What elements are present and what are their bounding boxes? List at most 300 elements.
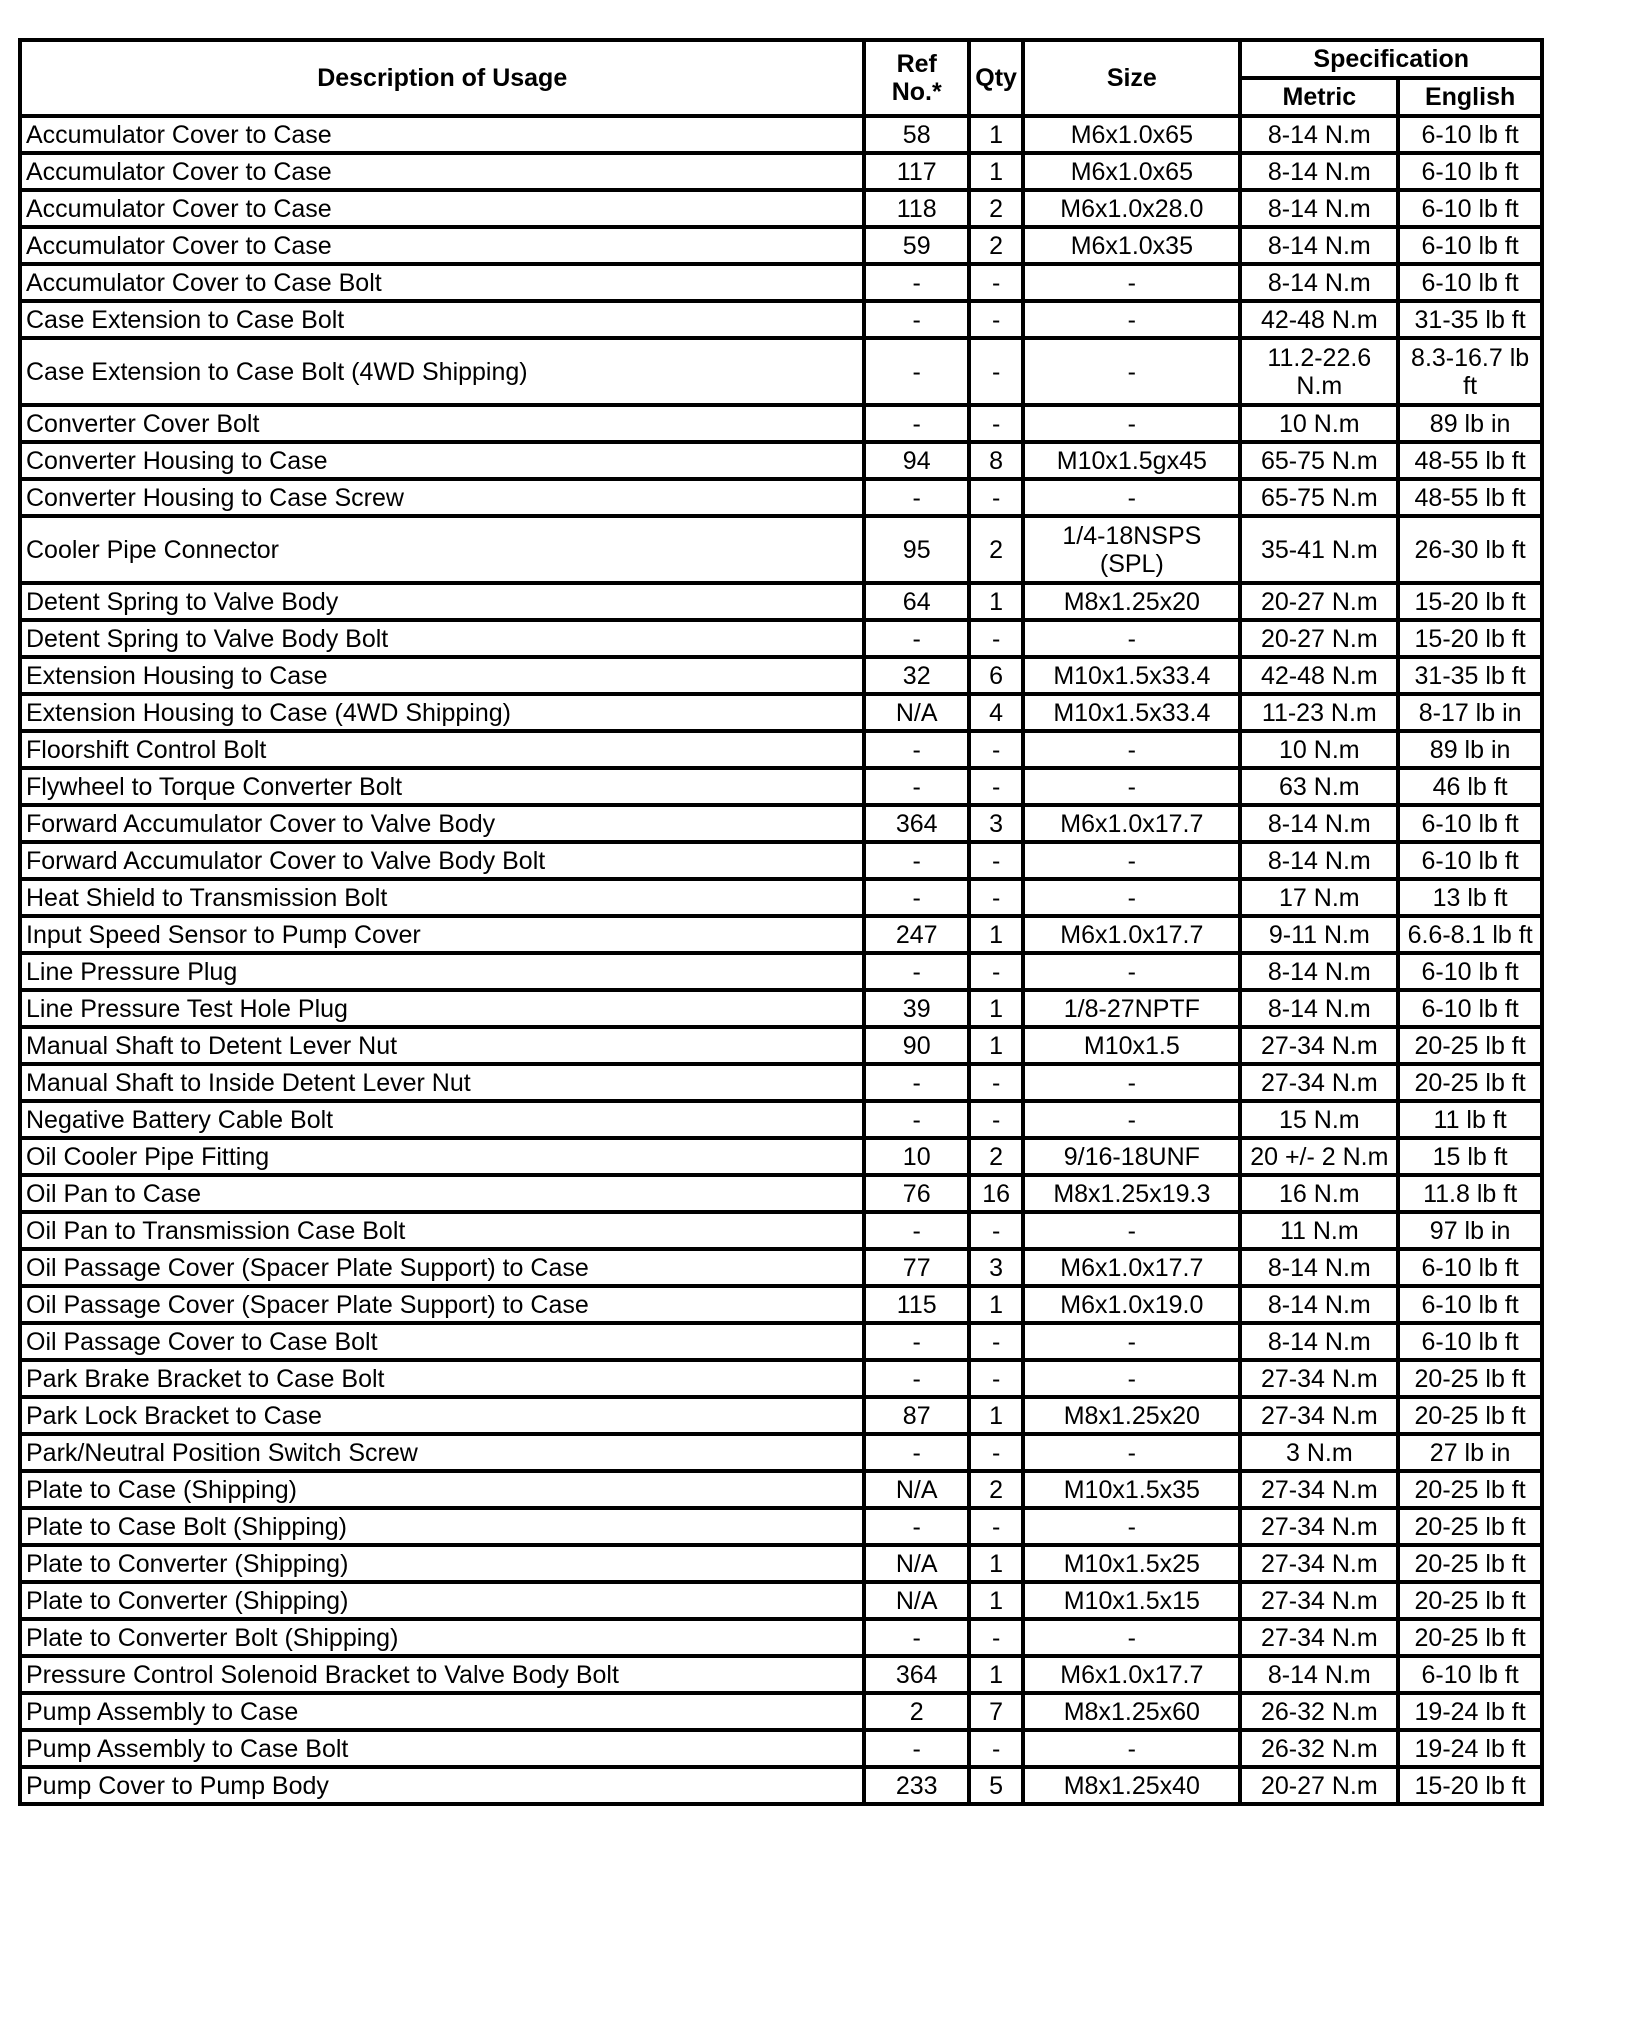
cell-size: -	[1023, 1619, 1240, 1656]
cell-qty: 16	[969, 1175, 1023, 1212]
cell-qty: 1	[969, 116, 1023, 153]
cell-size: -	[1023, 953, 1240, 990]
table-row	[20, 731, 1542, 768]
cell-english: 20-25 lb ft	[1398, 1582, 1542, 1619]
table-row	[20, 1138, 1542, 1175]
cell-qty: 1	[969, 916, 1023, 953]
cell-metric: 10 N.m	[1240, 405, 1398, 442]
cell-metric: 20-27 N.m	[1240, 583, 1398, 620]
table-row	[20, 405, 1542, 442]
cell-size: M10x1.5x25	[1023, 1545, 1240, 1582]
cell-qty: -	[969, 842, 1023, 879]
cell-ref-no: 115	[864, 1286, 969, 1323]
table-row	[20, 1175, 1542, 1212]
cell-ref-no: -	[864, 1101, 969, 1138]
cell-size: -	[1023, 1730, 1240, 1767]
header-row-1	[20, 40, 1542, 78]
cell-english: 6.6-8.1 lb ft	[1398, 916, 1542, 953]
cell-english: 6-10 lb ft	[1398, 264, 1542, 301]
table-row	[20, 1101, 1542, 1138]
table-row	[20, 953, 1542, 990]
cell-ref-no: -	[864, 405, 969, 442]
cell-description: Manual Shaft to Inside Detent Lever Nut	[20, 1064, 864, 1101]
cell-qty: 1	[969, 1582, 1023, 1619]
cell-size: -	[1023, 405, 1240, 442]
table-row	[20, 479, 1542, 516]
cell-size: -	[1023, 768, 1240, 805]
cell-size: M10x1.5x35	[1023, 1471, 1240, 1508]
cell-size: -	[1023, 1360, 1240, 1397]
cell-qty: -	[969, 1508, 1023, 1545]
cell-qty: 1	[969, 990, 1023, 1027]
cell-english: 27 lb in	[1398, 1434, 1542, 1471]
cell-description: Pump Assembly to Case	[20, 1693, 864, 1730]
cell-description: Park/Neutral Position Switch Screw	[20, 1434, 864, 1471]
cell-description: Detent Spring to Valve Body Bolt	[20, 620, 864, 657]
cell-size: M10x1.5x33.4	[1023, 694, 1240, 731]
table-row	[20, 116, 1542, 153]
cell-metric: 27-34 N.m	[1240, 1508, 1398, 1545]
cell-ref-no: -	[864, 1619, 969, 1656]
cell-description: Flywheel to Torque Converter Bolt	[20, 768, 864, 805]
header-size: Size	[1023, 40, 1240, 116]
cell-qty: -	[969, 879, 1023, 916]
cell-size: -	[1023, 731, 1240, 768]
cell-qty: -	[969, 1323, 1023, 1360]
table-row	[20, 1582, 1542, 1619]
cell-size: -	[1023, 1323, 1240, 1360]
cell-metric: 16 N.m	[1240, 1175, 1398, 1212]
cell-ref-no: -	[864, 264, 969, 301]
cell-metric: 27-34 N.m	[1240, 1545, 1398, 1582]
cell-ref-no: 233	[864, 1767, 969, 1804]
cell-english: 6-10 lb ft	[1398, 1249, 1542, 1286]
cell-metric: 27-34 N.m	[1240, 1397, 1398, 1434]
cell-size: M6x1.0x17.7	[1023, 916, 1240, 953]
cell-description: Accumulator Cover to Case	[20, 227, 864, 264]
cell-english: 11.8 lb ft	[1398, 1175, 1542, 1212]
cell-ref-no: 76	[864, 1175, 969, 1212]
cell-description: Pump Cover to Pump Body	[20, 1767, 864, 1804]
cell-qty: 2	[969, 516, 1023, 583]
cell-metric: 27-34 N.m	[1240, 1360, 1398, 1397]
cell-size: 1/8-27NPTF	[1023, 990, 1240, 1027]
cell-qty: -	[969, 1064, 1023, 1101]
table-row	[20, 1286, 1542, 1323]
cell-ref-no: -	[864, 1212, 969, 1249]
cell-description: Detent Spring to Valve Body	[20, 583, 864, 620]
cell-description: Park Brake Bracket to Case Bolt	[20, 1360, 864, 1397]
cell-description: Accumulator Cover to Case Bolt	[20, 264, 864, 301]
cell-metric: 35-41 N.m	[1240, 516, 1398, 583]
table-row	[20, 264, 1542, 301]
cell-description: Extension Housing to Case	[20, 657, 864, 694]
cell-qty: 3	[969, 805, 1023, 842]
cell-description: Pressure Control Solenoid Bracket to Valve Body Bolt	[20, 1656, 864, 1693]
cell-size: M10x1.5x15	[1023, 1582, 1240, 1619]
cell-size: M10x1.5x33.4	[1023, 657, 1240, 694]
cell-qty: -	[969, 1360, 1023, 1397]
cell-qty: -	[969, 405, 1023, 442]
table-row	[20, 805, 1542, 842]
cell-english: 31-35 lb ft	[1398, 657, 1542, 694]
cell-english: 13 lb ft	[1398, 879, 1542, 916]
cell-qty: 1	[969, 1545, 1023, 1582]
table-row	[20, 842, 1542, 879]
table-row	[20, 227, 1542, 264]
cell-ref-no: 94	[864, 442, 969, 479]
cell-qty: 2	[969, 190, 1023, 227]
cell-size: M6x1.0x28.0	[1023, 190, 1240, 227]
cell-ref-no: -	[864, 879, 969, 916]
cell-english: 6-10 lb ft	[1398, 1656, 1542, 1693]
cell-description: Manual Shaft to Detent Lever Nut	[20, 1027, 864, 1064]
cell-description: Oil Pan to Case	[20, 1175, 864, 1212]
header-ref-line2: No.*	[891, 78, 942, 106]
cell-english: 46 lb ft	[1398, 768, 1542, 805]
cell-english: 6-10 lb ft	[1398, 116, 1542, 153]
cell-qty: -	[969, 479, 1023, 516]
cell-metric: 17 N.m	[1240, 879, 1398, 916]
header-metric: Metric	[1240, 78, 1398, 116]
cell-english: 11 lb ft	[1398, 1101, 1542, 1138]
table-row	[20, 1693, 1542, 1730]
cell-qty: -	[969, 1101, 1023, 1138]
table-row	[20, 1508, 1542, 1545]
cell-metric: 27-34 N.m	[1240, 1064, 1398, 1101]
cell-size: M8x1.25x19.3	[1023, 1175, 1240, 1212]
cell-english: 20-25 lb ft	[1398, 1360, 1542, 1397]
cell-ref-no: 58	[864, 116, 969, 153]
cell-metric: 9-11 N.m	[1240, 916, 1398, 953]
table-row	[20, 301, 1542, 338]
cell-qty: 1	[969, 583, 1023, 620]
cell-english: 31-35 lb ft	[1398, 301, 1542, 338]
table-row	[20, 153, 1542, 190]
cell-description: Case Extension to Case Bolt	[20, 301, 864, 338]
cell-english: 20-25 lb ft	[1398, 1619, 1542, 1656]
table-row	[20, 694, 1542, 731]
cell-metric: 42-48 N.m	[1240, 301, 1398, 338]
cell-english: 20-25 lb ft	[1398, 1064, 1542, 1101]
cell-description: Accumulator Cover to Case	[20, 190, 864, 227]
cell-english: 26-30 lb ft	[1398, 516, 1542, 583]
cell-metric: 65-75 N.m	[1240, 479, 1398, 516]
cell-size: M6x1.0x65	[1023, 153, 1240, 190]
table-row	[20, 1360, 1542, 1397]
cell-qty: -	[969, 731, 1023, 768]
cell-ref-no: 364	[864, 805, 969, 842]
table-row	[20, 1471, 1542, 1508]
table-row	[20, 190, 1542, 227]
cell-ref-no: 247	[864, 916, 969, 953]
cell-size: -	[1023, 842, 1240, 879]
cell-english: 15 lb ft	[1398, 1138, 1542, 1175]
cell-ref-no: -	[864, 1360, 969, 1397]
table-row	[20, 1323, 1542, 1360]
cell-english: 19-24 lb ft	[1398, 1693, 1542, 1730]
cell-qty: 1	[969, 1397, 1023, 1434]
cell-english: 15-20 lb ft	[1398, 583, 1542, 620]
cell-metric: 3 N.m	[1240, 1434, 1398, 1471]
cell-qty: 1	[969, 1656, 1023, 1693]
cell-qty: -	[969, 620, 1023, 657]
cell-size: -	[1023, 479, 1240, 516]
table-row	[20, 1064, 1542, 1101]
cell-metric: 8-14 N.m	[1240, 805, 1398, 842]
cell-metric: 8-14 N.m	[1240, 1249, 1398, 1286]
cell-english: 97 lb in	[1398, 1212, 1542, 1249]
cell-size: M6x1.0x17.7	[1023, 1249, 1240, 1286]
cell-qty: 2	[969, 1471, 1023, 1508]
cell-metric: 8-14 N.m	[1240, 1656, 1398, 1693]
cell-metric: 11 N.m	[1240, 1212, 1398, 1249]
cell-qty: 1	[969, 1286, 1023, 1323]
cell-metric: 63 N.m	[1240, 768, 1398, 805]
table-row	[20, 338, 1542, 405]
cell-english: 6-10 lb ft	[1398, 227, 1542, 264]
cell-metric: 8-14 N.m	[1240, 116, 1398, 153]
cell-metric: 27-34 N.m	[1240, 1027, 1398, 1064]
cell-ref-no: N/A	[864, 694, 969, 731]
cell-qty: 6	[969, 657, 1023, 694]
cell-size: -	[1023, 620, 1240, 657]
cell-english: 8.3-16.7 lb ft	[1398, 338, 1542, 405]
cell-description: Plate to Case Bolt (Shipping)	[20, 1508, 864, 1545]
cell-english: 6-10 lb ft	[1398, 842, 1542, 879]
table-row	[20, 1767, 1542, 1804]
cell-english: 6-10 lb ft	[1398, 153, 1542, 190]
cell-english: 6-10 lb ft	[1398, 1286, 1542, 1323]
cell-description: Park Lock Bracket to Case	[20, 1397, 864, 1434]
table-row	[20, 1656, 1542, 1693]
cell-qty: 8	[969, 442, 1023, 479]
cell-qty: -	[969, 1434, 1023, 1471]
cell-description: Accumulator Cover to Case	[20, 116, 864, 153]
cell-qty: -	[969, 264, 1023, 301]
cell-qty: 4	[969, 694, 1023, 731]
cell-size: M8x1.25x20	[1023, 583, 1240, 620]
cell-size: M8x1.25x40	[1023, 1767, 1240, 1804]
cell-description: Plate to Converter (Shipping)	[20, 1582, 864, 1619]
cell-english: 20-25 lb ft	[1398, 1027, 1542, 1064]
cell-qty: 5	[969, 1767, 1023, 1804]
cell-ref-no: N/A	[864, 1471, 969, 1508]
cell-description: Converter Housing to Case Screw	[20, 479, 864, 516]
cell-qty: 3	[969, 1249, 1023, 1286]
table-body	[20, 116, 1542, 1804]
cell-size: -	[1023, 879, 1240, 916]
table-header	[20, 40, 1542, 116]
cell-ref-no: -	[864, 620, 969, 657]
cell-qty: -	[969, 338, 1023, 405]
cell-ref-no: 77	[864, 1249, 969, 1286]
cell-metric: 8-14 N.m	[1240, 842, 1398, 879]
cell-metric: 11-23 N.m	[1240, 694, 1398, 731]
cell-english: 20-25 lb ft	[1398, 1471, 1542, 1508]
cell-ref-no: -	[864, 1064, 969, 1101]
cell-metric: 8-14 N.m	[1240, 227, 1398, 264]
cell-size: M8x1.25x20	[1023, 1397, 1240, 1434]
cell-qty: 1	[969, 1027, 1023, 1064]
table-row	[20, 620, 1542, 657]
cell-metric: 20-27 N.m	[1240, 620, 1398, 657]
cell-english: 6-10 lb ft	[1398, 953, 1542, 990]
cell-english: 20-25 lb ft	[1398, 1545, 1542, 1582]
cell-description: Floorshift Control Bolt	[20, 731, 864, 768]
cell-ref-no: -	[864, 479, 969, 516]
cell-ref-no: 364	[864, 1656, 969, 1693]
cell-size: 1/4-18NSPS (SPL)	[1023, 516, 1240, 583]
cell-size: M6x1.0x17.7	[1023, 1656, 1240, 1693]
cell-english: 19-24 lb ft	[1398, 1730, 1542, 1767]
cell-english: 6-10 lb ft	[1398, 990, 1542, 1027]
cell-size: -	[1023, 1212, 1240, 1249]
cell-metric: 15 N.m	[1240, 1101, 1398, 1138]
header-description: Description of Usage	[20, 40, 864, 116]
cell-description: Oil Passage Cover (Spacer Plate Support) to Case	[20, 1286, 864, 1323]
cell-qty: 2	[969, 227, 1023, 264]
cell-metric: 42-48 N.m	[1240, 657, 1398, 694]
cell-metric: 11.2-22.6 N.m	[1240, 338, 1398, 405]
cell-description: Line Pressure Plug	[20, 953, 864, 990]
cell-description: Oil Cooler Pipe Fitting	[20, 1138, 864, 1175]
cell-size: -	[1023, 1064, 1240, 1101]
cell-size: -	[1023, 264, 1240, 301]
cell-description: Plate to Case (Shipping)	[20, 1471, 864, 1508]
header-ref-no	[864, 40, 969, 116]
cell-ref-no: 59	[864, 227, 969, 264]
header-ref-line1: Ref	[896, 50, 937, 78]
cell-metric: 10 N.m	[1240, 731, 1398, 768]
cell-ref-no: 10	[864, 1138, 969, 1175]
cell-description: Oil Pan to Transmission Case Bolt	[20, 1212, 864, 1249]
table-row	[20, 1619, 1542, 1656]
table-row	[20, 583, 1542, 620]
cell-description: Oil Passage Cover (Spacer Plate Support) to Case	[20, 1249, 864, 1286]
cell-description: Forward Accumulator Cover to Valve Body Bolt	[20, 842, 864, 879]
cell-size: M6x1.0x17.7	[1023, 805, 1240, 842]
cell-qty: -	[969, 768, 1023, 805]
table-row	[20, 1212, 1542, 1249]
cell-qty: -	[969, 301, 1023, 338]
header-qty: Qty	[969, 40, 1023, 116]
cell-metric: 27-34 N.m	[1240, 1582, 1398, 1619]
cell-ref-no: -	[864, 1508, 969, 1545]
table-row	[20, 879, 1542, 916]
cell-description: Negative Battery Cable Bolt	[20, 1101, 864, 1138]
table-row	[20, 516, 1542, 583]
cell-metric: 27-34 N.m	[1240, 1619, 1398, 1656]
cell-ref-no: 118	[864, 190, 969, 227]
cell-metric: 27-34 N.m	[1240, 1471, 1398, 1508]
cell-english: 48-55 lb ft	[1398, 479, 1542, 516]
cell-description: Converter Housing to Case	[20, 442, 864, 479]
table-row	[20, 442, 1542, 479]
cell-ref-no: 39	[864, 990, 969, 1027]
cell-english: 8-17 lb in	[1398, 694, 1542, 731]
cell-english: 15-20 lb ft	[1398, 1767, 1542, 1804]
cell-ref-no: 64	[864, 583, 969, 620]
table-row	[20, 1730, 1542, 1767]
cell-metric: 8-14 N.m	[1240, 990, 1398, 1027]
cell-description: Case Extension to Case Bolt (4WD Shipping)	[20, 338, 864, 405]
cell-english: 20-25 lb ft	[1398, 1508, 1542, 1545]
cell-description: Cooler Pipe Connector	[20, 516, 864, 583]
table-row	[20, 1434, 1542, 1471]
cell-size: -	[1023, 338, 1240, 405]
cell-qty: -	[969, 953, 1023, 990]
cell-metric: 26-32 N.m	[1240, 1730, 1398, 1767]
cell-description: Heat Shield to Transmission Bolt	[20, 879, 864, 916]
table-row	[20, 916, 1542, 953]
table-row	[20, 768, 1542, 805]
cell-metric: 20 +/- 2 N.m	[1240, 1138, 1398, 1175]
cell-metric: 65-75 N.m	[1240, 442, 1398, 479]
cell-english: 89 lb in	[1398, 731, 1542, 768]
cell-metric: 8-14 N.m	[1240, 953, 1398, 990]
cell-ref-no: N/A	[864, 1582, 969, 1619]
cell-ref-no: 87	[864, 1397, 969, 1434]
cell-size: M6x1.0x19.0	[1023, 1286, 1240, 1323]
table-row	[20, 990, 1542, 1027]
cell-size: M8x1.25x60	[1023, 1693, 1240, 1730]
cell-ref-no: -	[864, 1730, 969, 1767]
header-specification: Specification	[1240, 40, 1542, 78]
cell-ref-no: 90	[864, 1027, 969, 1064]
cell-description: Oil Passage Cover to Case Bolt	[20, 1323, 864, 1360]
cell-english: 48-55 lb ft	[1398, 442, 1542, 479]
cell-size: M10x1.5gx45	[1023, 442, 1240, 479]
cell-english: 15-20 lb ft	[1398, 620, 1542, 657]
cell-qty: 7	[969, 1693, 1023, 1730]
cell-metric: 8-14 N.m	[1240, 264, 1398, 301]
table-row	[20, 1027, 1542, 1064]
cell-ref-no: -	[864, 731, 969, 768]
table-row	[20, 1249, 1542, 1286]
cell-description: Pump Assembly to Case Bolt	[20, 1730, 864, 1767]
cell-english: 89 lb in	[1398, 405, 1542, 442]
cell-qty: -	[969, 1730, 1023, 1767]
cell-metric: 8-14 N.m	[1240, 1323, 1398, 1360]
cell-english: 6-10 lb ft	[1398, 805, 1542, 842]
torque-spec-table	[18, 38, 1544, 1806]
cell-qty: -	[969, 1619, 1023, 1656]
cell-size: -	[1023, 1434, 1240, 1471]
cell-size: M6x1.0x35	[1023, 227, 1240, 264]
cell-ref-no: 32	[864, 657, 969, 694]
cell-description: Converter Cover Bolt	[20, 405, 864, 442]
cell-ref-no: -	[864, 338, 969, 405]
cell-metric: 8-14 N.m	[1240, 190, 1398, 227]
cell-english: 6-10 lb ft	[1398, 190, 1542, 227]
cell-metric: 26-32 N.m	[1240, 1693, 1398, 1730]
cell-size: -	[1023, 301, 1240, 338]
cell-english: 6-10 lb ft	[1398, 1323, 1542, 1360]
cell-ref-no: -	[864, 1434, 969, 1471]
cell-ref-no: N/A	[864, 1545, 969, 1582]
cell-description: Extension Housing to Case (4WD Shipping)	[20, 694, 864, 731]
cell-ref-no: -	[864, 1323, 969, 1360]
cell-metric: 20-27 N.m	[1240, 1767, 1398, 1804]
cell-size: -	[1023, 1508, 1240, 1545]
cell-description: Line Pressure Test Hole Plug	[20, 990, 864, 1027]
table-row	[20, 1545, 1542, 1582]
cell-ref-no: 2	[864, 1693, 969, 1730]
cell-ref-no: -	[864, 842, 969, 879]
table-row	[20, 657, 1542, 694]
cell-ref-no: -	[864, 301, 969, 338]
